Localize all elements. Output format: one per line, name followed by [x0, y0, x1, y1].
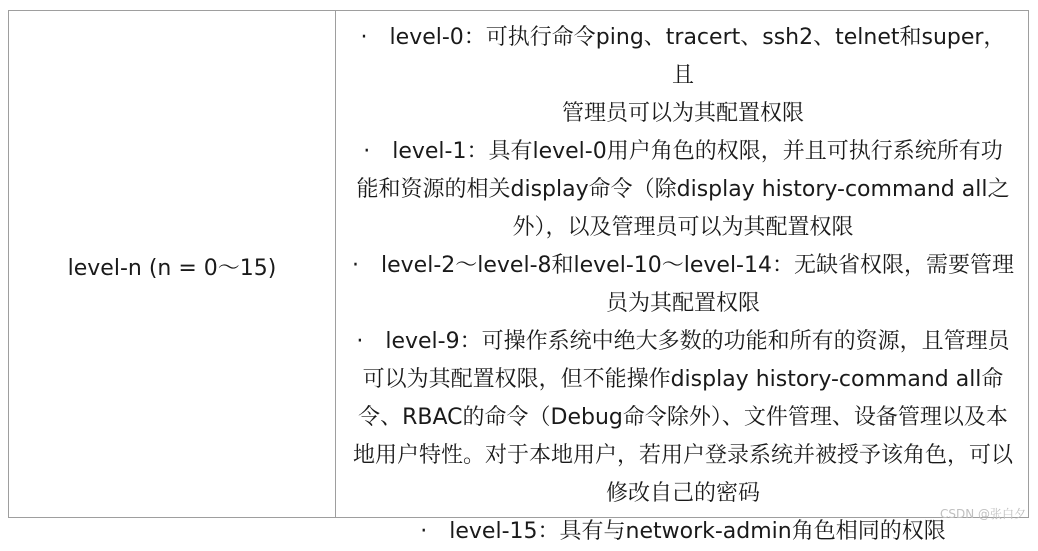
entry-line: 管理员可以为其配置权限	[561, 101, 804, 126]
role-name-text: level-n (n = 0～15)	[67, 255, 277, 281]
role-name-cell	[9, 11, 336, 517]
entry-text: level-1：具有level-0用户角色的权限，并且可执行系统所有功	[392, 139, 1003, 164]
entry-line: 地用户特性。对于本地用户，若用户登录系统并被授予该角色，可以	[352, 443, 1013, 468]
entry-level-1	[350, 133, 1016, 247]
entry-line: 可以为其配置权限，但不能操作display history-command all命	[362, 367, 1004, 392]
entry-line	[350, 247, 1016, 285]
bullet: ·	[356, 329, 364, 354]
entry-text: level-15：具有与network-admin角色相同的权限	[449, 519, 946, 544]
entry-line: 能和资源的相关display命令（除display history-command all之	[356, 177, 1010, 202]
entry-text: level-9：可操作系统中绝大多数的功能和所有的资源，且管理员	[385, 329, 1010, 354]
entry-line	[350, 513, 1016, 551]
entry-level-2-14	[350, 247, 1016, 323]
bullet: ·	[352, 253, 359, 278]
entry-level-0	[350, 19, 1016, 133]
entry-line: 外），以及管理员可以为其配置权限	[512, 215, 854, 240]
entry-line	[350, 323, 1016, 361]
entry-text: level-2～level-8和level-10～level-14：无缺省权限，需要管理	[381, 253, 1014, 278]
role-description-cell	[336, 11, 1028, 544]
entry-line: 员为其配置权限	[605, 291, 760, 316]
entry-text: level-0：可执行命令ping、tracert、ssh2、telnet和super，且	[389, 25, 1006, 88]
entry-level-9	[350, 323, 1016, 513]
bullet: ·	[420, 519, 428, 544]
entry-line: 令、RBAC的命令（Debug命令除外）、文件管理、设备管理以及本	[358, 405, 1008, 430]
entry-level-15	[350, 513, 1016, 551]
bullet: ·	[363, 139, 371, 164]
entry-line	[350, 19, 1016, 95]
entry-line	[350, 133, 1016, 171]
role-table	[8, 10, 1029, 544]
csdn-watermark: CSDN @张白夕	[939, 507, 1026, 521]
bullet: ·	[360, 25, 368, 50]
entry-line: 修改自己的密码	[605, 481, 760, 506]
